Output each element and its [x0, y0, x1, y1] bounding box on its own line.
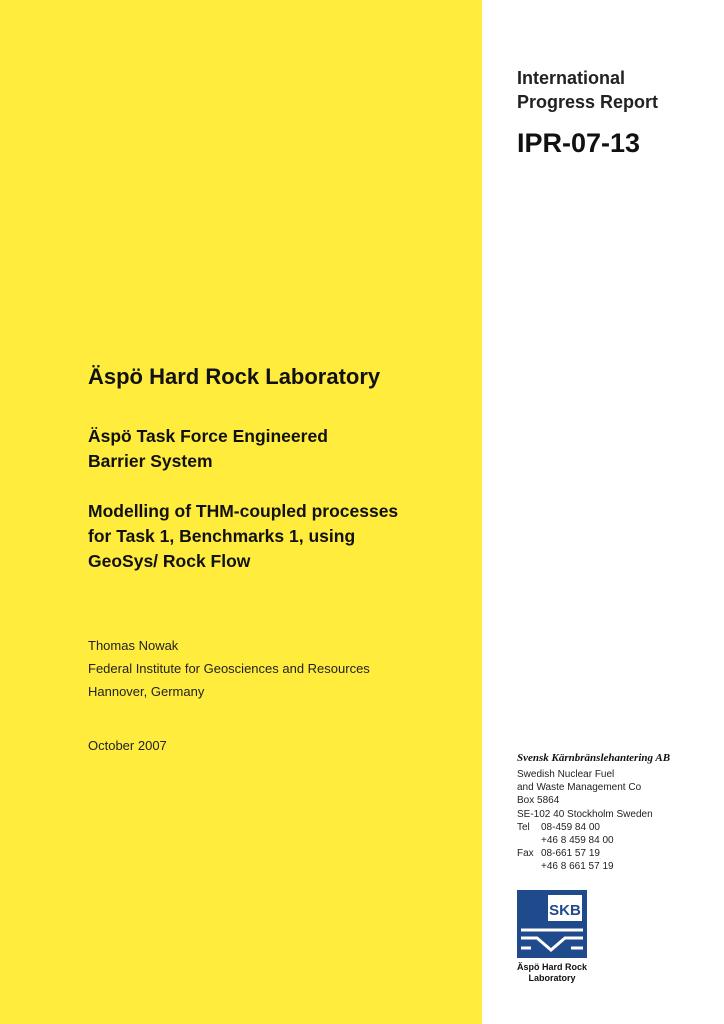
address-line2: and Waste Management Co [517, 782, 642, 794]
tel-row-intl [517, 834, 653, 847]
report-topic [88, 499, 398, 574]
subtitle-line2: Barrier System [88, 451, 213, 471]
fax-number-domestic: 08-661 57 19 [541, 848, 600, 860]
subtitle [88, 424, 328, 474]
tel-label: Tel [517, 821, 530, 833]
topic-line1: Modelling of THM-coupled processes [88, 501, 399, 521]
fax-row-intl [517, 860, 653, 873]
address-line4: SE-102 40 Stockholm Sweden [517, 808, 653, 820]
fax-label: Fax [517, 848, 534, 860]
address-line1: Swedish Nuclear Fuel [517, 769, 615, 780]
series-label [517, 66, 658, 114]
topic-line3: GeoSys/ Rock Flow [88, 551, 251, 571]
author-block [88, 634, 370, 703]
tel-row [517, 821, 653, 834]
skb-logo-icon [517, 890, 587, 958]
logo-caption-line2: Laboratory [528, 973, 576, 983]
author-location: Hannover, Germany [88, 684, 205, 699]
tel-number-intl: +46 8 459 84 00 [541, 835, 614, 847]
author-institution: Federal Institute for Geosciences and Resources [88, 661, 370, 676]
skb-logo [517, 890, 587, 958]
tel-number-domestic: 08-459 84 00 [541, 821, 600, 833]
skb-logo-text: SKB [549, 902, 581, 919]
subtitle-line1: Äspö Task Force Engineered [88, 426, 328, 446]
fax-row [517, 847, 653, 860]
fax-number-intl: +46 8 661 57 19 [541, 861, 614, 873]
publisher-address [517, 768, 653, 874]
publication-date: October 2007 [88, 738, 167, 753]
main-title: Äspö Hard Rock Laboratory [88, 364, 381, 389]
report-number: IPR-07-13 [517, 128, 641, 158]
series-label-line1: International [517, 68, 626, 88]
publisher-name: Svensk Kärnbränslehantering AB [517, 752, 671, 764]
logo-caption-line1: Äspö Hard Rock [516, 962, 587, 972]
topic-line2: for Task 1, Benchmarks 1, using [88, 526, 356, 546]
skb-logo-caption [510, 962, 594, 984]
author-name: Thomas Nowak [88, 638, 179, 653]
series-label-line2: Progress Report [517, 92, 659, 112]
address-line3: Box 5864 [517, 795, 560, 807]
